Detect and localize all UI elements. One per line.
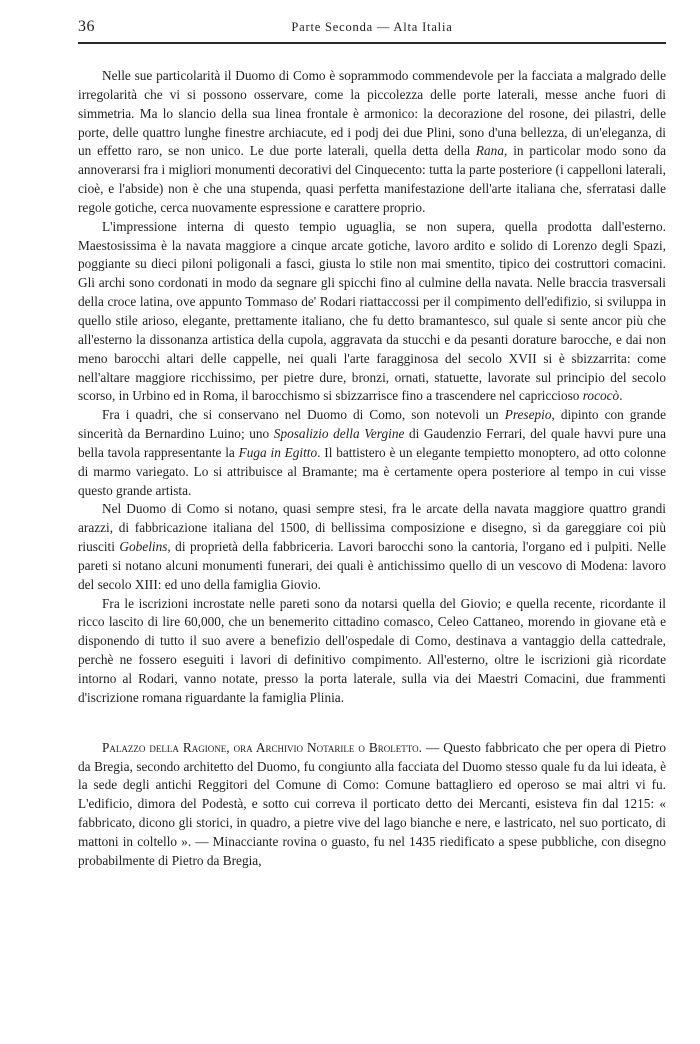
text-run: Fra le iscrizioni incrostate nelle pareti sono da notarsi quella del Giovio; e quella recente, ricordante il ricco lascito di lire 60,000, che un benemerito cittadino comasco, Celeo Cattaneo, morendo in giovane età e disponendo di tutto il suo avere a benefizio dell'ospedale di Como, destinava a vantaggio della cattedrale, perchè ne fossero eseguiti i lavori di definitivo compimento. All'esterno, oltre le iscrizioni già ricordate intorno al Rodari, vanno notate, presso la porta laterale, sulla via dei Maestri Comacini, due frammenti d'iscrizione romana riguardante la famiglia Plinia. bbox=[78, 595, 666, 705]
text-run: , in particolar modo sono da annoverarsi fra i migliori monumenti decorativi del Cinquecento: tutta la parte posteriore (i cappelloni laterali, cioè, e l'abside) non è che una stupenda, quasi perfetta manifestazione dell'arte italiana che, sferratasi dalle regole gotiche, cerca nuovamente espressione e carattere proprio. bbox=[78, 143, 667, 215]
text-run: , dipinto con grande sincerità da Bernardino Luino; uno bbox=[78, 407, 666, 442]
text-run: di Gaudenzio Ferrari, del quale havvi pure una bella tavola rappresentante la bbox=[78, 426, 666, 460]
running-title: Parte Seconda — Alta Italia bbox=[291, 20, 453, 34]
text-run: . Il battistero è un elegante tempietto monoptero, ad otto colonne di marmo variegato. Lo si attribuisce al Bramante; ma è certamente opera posteriore al tempo in cui visse questo grande artista. bbox=[78, 444, 667, 498]
text-run-italic: Rana bbox=[475, 143, 504, 159]
text-run: , di proprietà della fabbriceria. Lavori barocchi sono la cantoria, l'organo ed i pulpiti. Nelle pareti si notano alcuni monumenti funerari, dei quali è antichissimo quello di un vescovo di Modena: lavoro del secolo XIII: ed uno della famiglia Giovio. bbox=[78, 539, 666, 592]
text-run-italic: Gobelins bbox=[119, 539, 168, 555]
text-run-italic: Fuga in Egitto bbox=[238, 444, 318, 460]
paragraph-inscriptions bbox=[78, 595, 666, 708]
paragraph-paintings bbox=[78, 406, 666, 500]
paragraph-interior bbox=[78, 218, 666, 406]
paragraph-tapestries bbox=[78, 500, 666, 594]
page-header bbox=[78, 18, 666, 40]
text-run: Nelle sue particolarità il Duomo di Como è soprammodo commendevole per la facciata a malgrado delle irregolarità che vi si possono osservare, come la piccolezza delle porte laterali, messe anche fuori di simmetria. Ma lo slancio della sua linea frontale è armonico: la decorazione del rosone, dei pilastri, delle porte, delle quattro lunghe finestre archiacute, ed i podj dei due Plini, sono d'una bellezza, di un'eleganza, di un effetto raro, se non unico. Le due porte laterali, quella detta della bbox=[78, 68, 666, 159]
text-run: — Questo fabbricato che per opera di Pietro da Bregia, secondo architetto del Duomo, fu congiunto alla facciata del Duomo stesso quale fu da lui ideata, è la sede degli antichi Reggitori del Comune di Como: Comune battagliero ed operoso se mai altri vi fu. L'edificio, dimora del Podestà, e sotto cui correva il porticato detto dei Mercanti, esisteva fin dal 1215: « fabbricato, dicono gli storici, in quadro, a pietre vive del lago bianche e nere, e lastricato, nel suo porticato, di mattoni in coltello ». — Minacciante rovina o guasto, fu nel 1435 riedificato a spese pubbliche, con disegno probabilmente di Pietro da Bregia, bbox=[78, 739, 666, 868]
header-rule bbox=[78, 42, 666, 44]
text-run: Fra i quadri, che si conservano nel Duomo di Como, son notevoli un bbox=[102, 407, 505, 423]
text-run: Nel Duomo di Como si notano, quasi sempre stesi, fra le arcate della navata maggiore quattro grandi arazzi, di fabbricazione italiana del 1500, di bellissima composizione e disegno, sì da gareggiare coi più riusciti bbox=[78, 501, 666, 555]
text-run: L'impressione interna di questo tempio uguaglia, se non supera, quella prodotta dall'esterno. Maestosissima è la navata maggiore a cinque arcate gotiche, lavoro ardito e solido di Lorenzo degli Spazi, poggiante su dieci piloni poligonali a fasci, giusta lo stile non mai smentito, tipico dei costruttori comacini. Gli archi sono cordonati in modo da segnare gli spicchi fino al culmine della navata. Nelle braccia trasversali della croce latina, ove appunto Tommaso de' Rodari riattaccossi per il compimento dell'edifizio, si sviluppa in quello stile arioso, elegante, prettamente italiano, che fu detto bramantesco, sul quale si sente ancor più che all'esterno la dissonanza artistica della cupola, aggravata da stucchi e da pesanti dorature barocche, e dai non meno barocchi altari delle cappelle, nei quali l'arte faragginosa del secolo XVII si è sbizzarrita: come nell'altare maggiore ricchissimo, per pietre dure, bronzi, ornati, statuette, lavorate sul principio del secolo scorso, in Urbino ed in Roma, il barocchismo si sbizzarrisce fino a trascendere nel capriccioso bbox=[78, 218, 666, 404]
text-run-italic: rococò bbox=[582, 388, 620, 404]
page-number: 36 bbox=[78, 18, 95, 35]
section-heading: Palazzo della Ragione, ora Archivio Notarile o Broletto. bbox=[102, 739, 422, 755]
text-run-italic: Presepio bbox=[504, 407, 552, 423]
paragraph-broletto bbox=[78, 739, 666, 871]
text-run: . bbox=[619, 388, 623, 404]
body-text bbox=[78, 67, 666, 871]
text-run-italic: Sposalizio della Vergine bbox=[273, 426, 405, 442]
paragraph-facade bbox=[78, 67, 666, 218]
